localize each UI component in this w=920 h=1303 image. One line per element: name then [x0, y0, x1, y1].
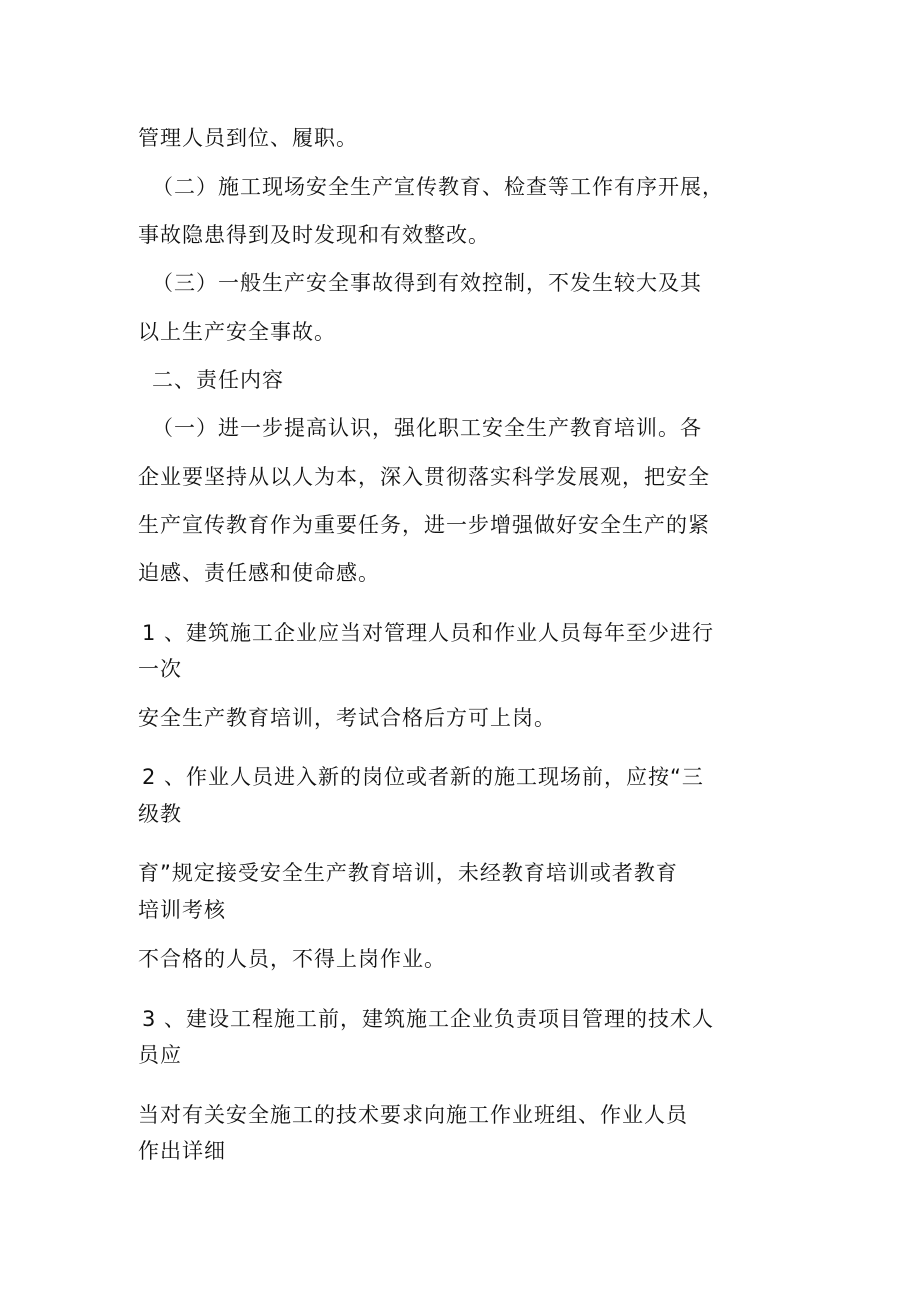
text-line: 育”规定接受安全生产教育培训，未经教育培训或者教育 — [138, 861, 678, 885]
text-line: 生产宣传教育作为重要任务，进一步增强做好安全生产的紧 — [138, 513, 710, 537]
text-line: 员应 — [138, 1043, 182, 1067]
text-line: （二）施工现场安全生产宣传教育、检查等工作有序开展， — [152, 175, 724, 199]
text-line: 安全生产教育培训，考试合格后方可上岗。 — [138, 706, 556, 730]
text-line: 级教 — [138, 802, 182, 826]
text-line: （三）一般生产安全事故得到有效控制，不发生较大及其 — [152, 271, 702, 295]
text-line: 培训考核 — [138, 898, 226, 922]
text-line: （一）进一步提高认识，强化职工安全生产教育培训。各 — [152, 416, 702, 440]
text-line: 作出详细 — [138, 1139, 226, 1163]
text-line: 事故隐患得到及时发现和有效整改。 — [138, 223, 490, 247]
text-line: 2 、作业人员进入新的岗位或者新的施工现场前，应按“三 — [142, 765, 704, 789]
text-line: 3 、建设工程施工前，建筑施工企业负责项目管理的技术人 — [142, 1007, 715, 1031]
section-heading: 二、责任内容 — [152, 368, 284, 392]
text-line: 不合格的人员，不得上岗作业。 — [138, 947, 446, 971]
text-line: 1 、建筑施工企业应当对管理人员和作业人员每年至少进行 — [142, 621, 715, 645]
text-line: 企业要坚持从以人为本，深入贯彻落实科学发展观，把安全 — [138, 465, 710, 489]
text-line: 一次 — [138, 657, 182, 681]
text-line: 当对有关安全施工的技术要求向施工作业班组、作业人员 — [138, 1103, 688, 1127]
text-line: 管理人员到位、履职。 — [138, 126, 358, 150]
text-line: 迫感、责任感和使命感。 — [138, 561, 380, 585]
text-line: 以上生产安全事故。 — [138, 320, 336, 344]
